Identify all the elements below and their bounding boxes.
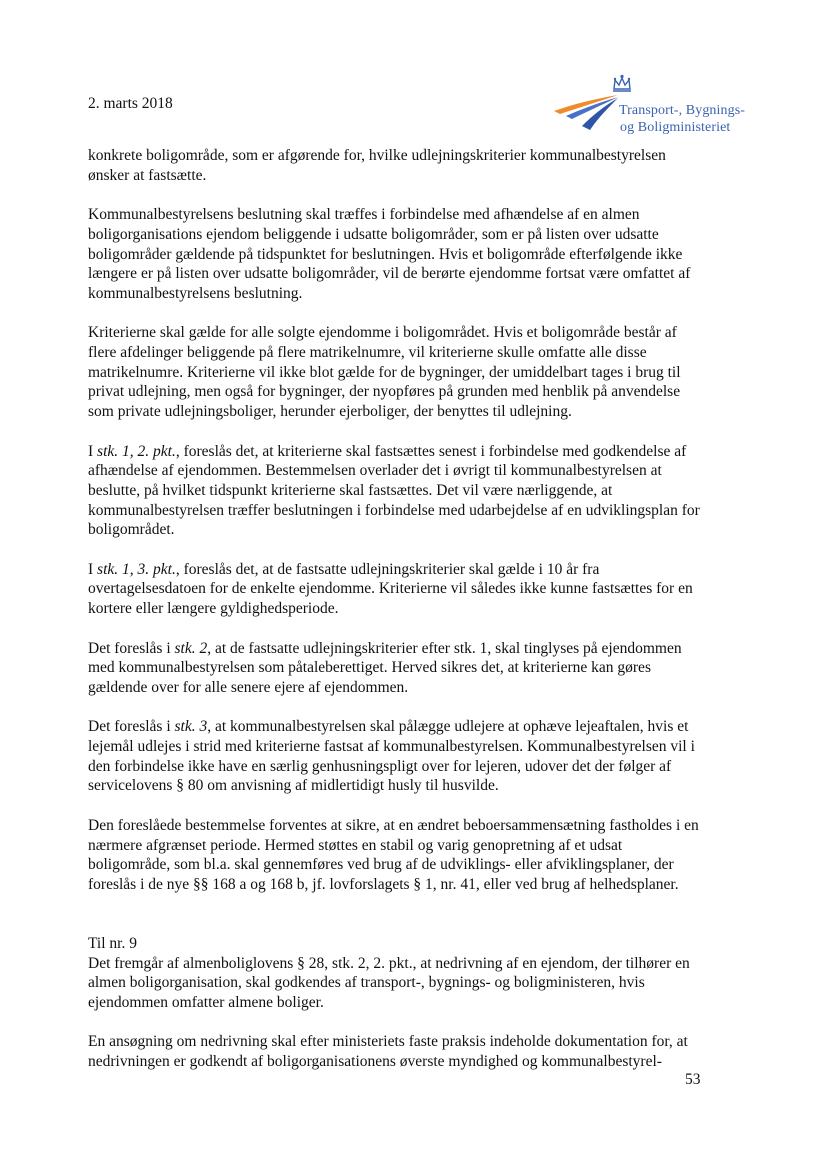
paragraph: konkrete boligområde, som er afgørende for, hvilke udlejningskriterier kommunalbestyrelsen ønsker at fastsætte. <box>88 147 666 184</box>
document-body <box>88 146 702 1072</box>
paragraph: En ansøgning om nedrivning skal efter ministeriets faste praksis indeholde dokumentation for, at nedrivningen er godkendt af boligorganisationens øverste myndighed og kommunalbestyrel- <box>88 1033 688 1071</box>
logo-line-1: Transport-, Bygnings- <box>619 103 746 118</box>
text-run: Det foreslås i <box>88 718 175 736</box>
text-run: , at de fastsatte udlejningskriterier efter stk. 1, skal tinglyses på ejendommen med kommunalbestyrelsen som påtaleberettiget. Herved sikres det, at kriterierne kan gøres gældende over for alle senere ejere af ejendommen. <box>88 639 682 696</box>
logo-wordmark <box>619 102 745 136</box>
text-run: I <box>88 442 98 460</box>
statute-reference: stk. 1, 3. pkt. <box>97 560 176 578</box>
text-run: , foreslås det, at kriterierne skal fastsættes senest i forbindelse med godkendelse af afhændelse af ejendommen. Bestemmelsen overlader det i øvrigt til kommunalbestyrelsen at beslutte, på hvilket tidspunkt kriterierne skal fastsættes. Det vil være nærliggende, at kommunalbestyrelsen træffer beslutningen i forbindelse med udarbejdelse af en udviklingsplan for boligområdet. <box>88 442 700 539</box>
ministry-logo <box>552 74 782 140</box>
paragraph <box>88 560 702 619</box>
logo-line-2: og Boligministeriet <box>620 120 731 135</box>
page-number: 53 <box>685 1071 701 1088</box>
statute-reference: stk. 2 <box>174 639 208 657</box>
section-heading: Til nr. 9 <box>88 934 137 952</box>
text-run: Det foreslås i <box>88 639 175 657</box>
paragraph <box>88 639 702 698</box>
paragraph: Den foreslåede bestemmelse forventes at sikre, at en ændret beboersammensætning fastholdes i en nærmere afgrænset periode. Hermed støttes en stabil og varig genopretning af et udsat boligområde, som bl.a. skal gennemføres ved brug af de udviklings- eller afviklingsplaner, der foreslås i de nye §§ 168 a og 168 b, jf. lovforslagets § 1, nr. 41, eller ved brug af helhedsplaner. <box>88 816 699 893</box>
text-run: , at kommunalbestyrelsen skal pålægge udlejere at ophæve lejeaftalen, hvis et lejemål udlejes i strid med kriterierne fastsat af kommunalbestyrelsen. Kommunalbestyrelsen vil i den forbindelse ikke have en særlig genhusningspligt over for lejeren, udover det der følger af servicelovens § 80 om anvisning af midlertidigt husly til husvilde. <box>88 718 695 795</box>
text-run: I <box>88 560 98 578</box>
paragraph <box>88 442 702 541</box>
text-run: , foreslås det, at de fastsatte udlejningskriterier skal gælde i 10 år fra overtagelsesdatoen for de enkelte ejendomme. Kriterierne vil således ikke kunne fastsættes for en kortere eller længere gyldighedsperiode. <box>88 560 693 618</box>
section-block <box>88 934 702 1013</box>
paragraph: Kriterierne skal gælde for alle solgte ejendomme i boligområdet. Hvis et boligområde består af flere afdelinger beliggende på flere matrikelnumre, vil kriterierne skulle omfatte alle disse matrikelnumre. Kriterierne vil ikke blot gælde for de bygninger, der umiddelbart tages i brug til privat udlejning, men også for bygninger, der nyopføres på grunden med henblik på anvendelse som private udlejningsboliger, herunder ejerboliger, der benyttes til udlejning. <box>88 324 681 421</box>
paragraph: Kommunalbestyrelsens beslutning skal træffes i forbindelse med afhændelse af en almen boligorganisations ejendom beliggende i udsatte boligområder, som er på listen over udsatte boligområder gældende på tidspunktet for beslutningen. Hvis et boligområde efterfølgende ikke længere er på listen over udsatte boligområder, vil de berørte ejendomme fortsat være omfattet af kommunalbestyrelsens beslutning. <box>88 206 691 302</box>
blank-line <box>88 914 702 934</box>
statute-reference: stk. 3 <box>174 718 208 736</box>
statute-reference: stk. 1, 2. pkt. <box>97 442 176 460</box>
paragraph <box>88 717 702 796</box>
document-date: 2. marts 2018 <box>88 95 173 112</box>
text-run: Det fremgår af almenboliglovens § 28, stk. 2, 2. pkt., at nedrivning af en ejendom, der tilhører en almen boligorganisation, skal godkendes af transport-, bygnings- og boligministeren, hvis ejendommen omfatter almene boliger. <box>88 954 690 1012</box>
